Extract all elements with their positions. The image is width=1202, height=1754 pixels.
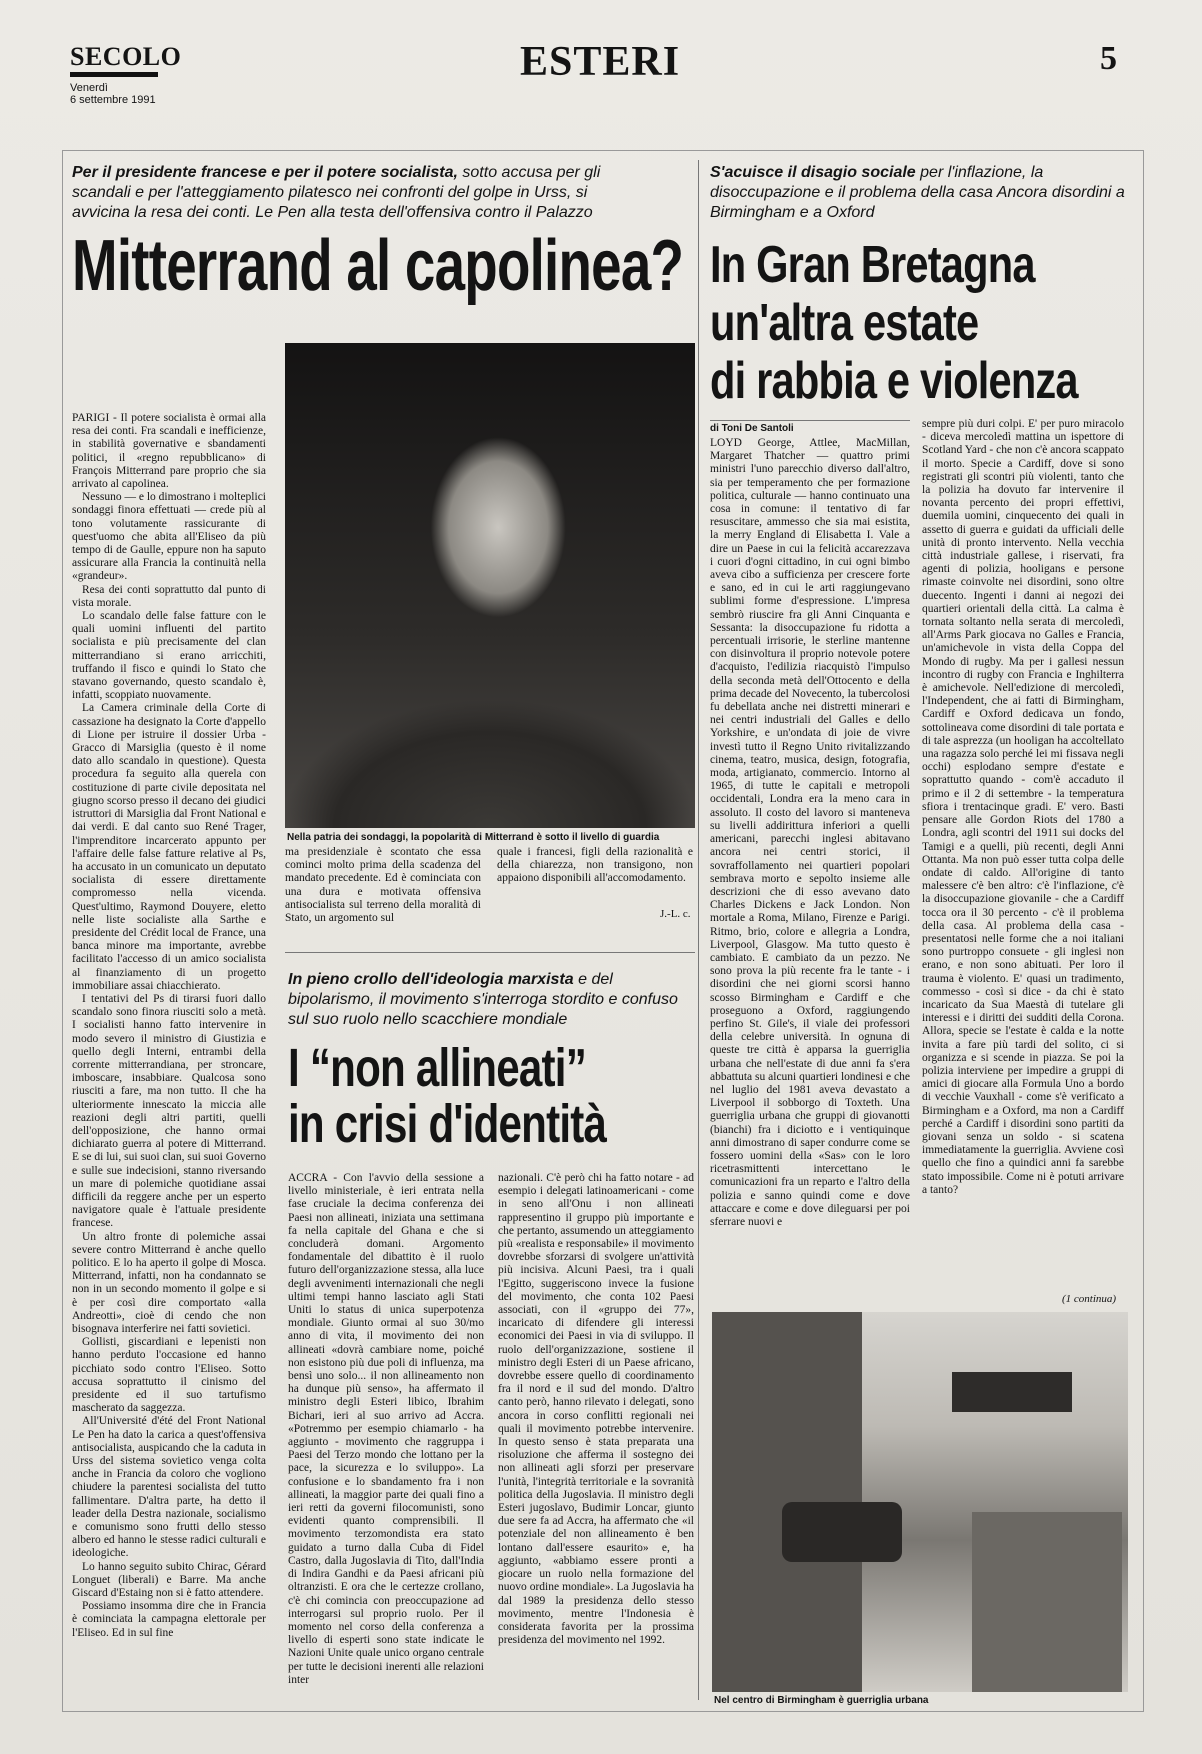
lead-kicker-bold: Per il presidente francese e per il potere socialista, bbox=[72, 164, 458, 181]
uk-kicker-bold: S'acuisce il disagio sociale bbox=[710, 164, 916, 181]
uk-photo-caption: Nel centro di Birmingham è guerriglia urbana bbox=[714, 1695, 929, 1706]
section-title: ESTERI bbox=[520, 39, 681, 85]
second-kicker-bold: In pieno crollo dell'ideologia marxista bbox=[288, 971, 574, 988]
column-divider bbox=[698, 160, 699, 1700]
lead-paragraph: Resa dei conti soprattutto dal punto di vista morale. bbox=[72, 583, 266, 609]
lead-paragraph: La Camera criminale della Corte di cassazione ha designato la Corte d'appello di Lione per istruire il dossier Urba - Gracco di Marsiglia (questo è il nome dato allo scandalo in questione). Questa procedura fa seguito alla querela con costituzione di parte civile depositata nel giugno scorso presso il decano dei giudici istruttori di Marsiglia dal Front National e dai verdi. E dal canto suo René Trager, l'imprenditore incarcerato appunto per l'affaire delle false fatture relative al Ps, ha accusato in un comunicato un deputato socialista di essere direttamente compromesso nella vicenda. Quest'ultimo, Raymond Douyere, eletto nelle liste socialiste alla Sarthe e presidente del Crédit local de France, una banca minore ma importante, avrebbe facilitato l'accesso di un amico socialista al finanziamento di un progetto immobiliare assai chiacchierato. bbox=[72, 702, 266, 992]
uk-byline: di Toni De Santoli bbox=[710, 423, 794, 434]
uk-kicker-rest: per l'inflazione, la disoccupazione e il problema della casa Ancora disordini a Birmingham e a Oxford bbox=[710, 164, 1125, 221]
lead-under-photo-1: ma presidenziale è scontato che essa cominci molto prima della scadenza del mandato precedente. Ed è cominciata con una dura e motivata offensiva antisocialista sul terreno della moralità di Stato, un argomento sul bbox=[285, 846, 481, 925]
dateline bbox=[70, 82, 156, 106]
second-kicker bbox=[288, 970, 693, 1030]
lead-column-1 bbox=[72, 412, 266, 1702]
lead-photo-caption: Nella patria dei sondaggi, la popolarità di Mitterrand è sotto il livello di guardia bbox=[287, 832, 660, 843]
second-headline bbox=[288, 1040, 606, 1152]
uk-headline-line1: In Gran Bretagna bbox=[710, 236, 1035, 294]
lead-kicker-rest: sotto accusa per gli scandali e per l'atteggiamento pilatesco nei confronti del golpe in Urss, si avvicina la resa dei conti. Le Pen alla testa dell'offensiva contro il Palazzo bbox=[72, 164, 601, 221]
uk-headline-line2: un'altra estate bbox=[710, 294, 979, 352]
lead-signature: J.-L. c. bbox=[660, 908, 691, 920]
lead-headline: Mitterrand al capolinea? bbox=[72, 226, 684, 306]
uk-headline-line3: di rabbia e violenza bbox=[710, 352, 1078, 410]
lead-paragraph: I tentativi del Ps di tirarsi fuori dallo scandalo sono finora riusciti solo a metà. I socialisti hanno fatto intervenire in modo severo il ministro di Giustizia e quello degli Interni, entrambi della corrente mitterrandiana, per stroncare, imboscare, insabbiare. Qualcosa sono riusciti a fare, ma non tutto. Il che ha ulteriormente innescato la miccia alle reazioni degli altri partiti, quelli dell'opposizione, che hanno ormai dichiarato guerra al potere di Mitterrand. E se di lui, sui suoi clan, sui suoi Governo e sulle sue indecisioni, stanno riversando un mare di polemiche quotidiane assai difficili da reggere anche per un esperto navigatore quale è l'attuale presidente francese. bbox=[72, 992, 266, 1230]
logo-rule bbox=[70, 72, 158, 77]
lead-kicker bbox=[72, 163, 632, 223]
second-paragraph: nazionali. C'è però chi ha fatto notare - ad esempio i delegati latinoamericani - come in seno all'Onu i non allineati rappresentino il gruppo più importante e che pertanto, assumendo un atteggiamento più «realista e responsabile» il movimento dovrebbe sforzarsi di svolgere un'attività più incisiva. Alcuni Paesi, tra i quali l'Egitto, suggeriscono invece la fusione del movimento, che conta 102 Paesi associati, con il «gruppo dei 77», incaricato di difendere gli interessi economici dei Paesi in via di sviluppo. Il ruolo dell'organizzazione, sostiene il ministro degli Esteri di un Paese africano, dovrebbe essere quello di coordinamento fra il nord e il sud del mondo. D'altro canto però, hanno rilevato i delegati, sono ancora in corso conflitti regionali nei quali il movimento potrebbe intervenire. In questo senso è stata preparata una risoluzione che afferma il sostegno dei non allineati agli sforzi per preservare l'unità, l'integrità territoriale e la sovranità politica della Jugoslavia. Il ministro degli Esteri jugoslavo, Budimir Loncar, giunto due sere fa ad Accra, ha affermato che «il potenziale del non allineamento è ben lontano dall'essere esaurito» e, ha aggiunto, «abbiamo essere pronti a giocare un ruolo nella formazione del nuovo ordine mondiale». La Jugoslavia ha dal 1989 la presidenza dello stesso movimento, mentre l'Indonesia è considerata favorita per la prossima presidenza del movimento nel 1992. bbox=[498, 1172, 694, 1647]
second-headline-line1: I “non allineati” bbox=[288, 1038, 586, 1098]
lead-paragraph: Gollisti, giscardiani e lepenisti non hanno perduto l'occasione ed hanno picchiato sodo contro l'Eliseo. Sotto accusa soprattutto il cinismo del presidente ed il suo tartufismo mascherato da saggezza. bbox=[72, 1336, 266, 1415]
second-column-1 bbox=[288, 1172, 484, 1702]
second-headline-line2: in crisi d'identità bbox=[288, 1094, 607, 1154]
uk-kicker bbox=[710, 163, 1130, 223]
mitterrand-photo bbox=[285, 343, 695, 828]
birmingham-photo bbox=[712, 1312, 1128, 1692]
uk-paragraph: LOYD George, Attlee, MacMillan, Margaret Thatcher — quattro primi ministri l'uno parecchio diverso dall'altro, sia per temperamento che per formazione politica, culturale — hanno continuato una cosa in comune: il tentativo di far resuscitare, ammesso che sia mai esistita, la merry England di Elisabetta I. Vale a dire un Paese in cui la felicità accarezzava i cuori d'ogni cittadino, in cui ogni bimbo aveva cibo a sufficienza per crescere forte e sano, ed in cui le arti raggiungevano sublimi forme d'espressione. L'impresa sembrò riuscire fra gli Anni Cinquanta e Sessanta: la disoccupazione fu ridotta a percentuali irrisorie, le sterline mantenne con disinvoltura il proprio notevole potere d'acquisto, l'edilizia riacquistò l'impulso della seconda metà dell'Ottocento e della prima decade del Novecento, la tubercolosi fu debellata anche nei distretti minerari e nei centri industriali del Galles e dello Yorkshire, e un'ondata di joie de vivre investì tutto il Regno Unito rivitalizzando cinema, teatro, musica, design, fotografia, moda, artigianato, commercio. Intorno al 1965, di tutte le capitali e metropoli occidentali, Londra era la meno cara in assoluto. Il costo del lavoro si manteneva su livelli addirittura inferiori a quelli americani, parecchi inglesi abitavano ancora nei centri storici, il sovraffollamento nei quartieri popolari sembrava morto e sepolto insieme alle descrizioni che di esso avevano dato Charles Dickens e Jack London. Non mortale a Roma, Milano, Firenze e Parigi. Ritmo, brio, colore e allegria a Londra, Liverpool, Glasgow. Ma tutto questo è cambiato. E cambiato da un pezzo. Ne sono prova la più recente fra le tante - i disordini che nei giorni scorsi hanno scosso Birmingham e Cardiff e che proseguono a Oxford, raggiungendo perfino St. Gile's, il viale dei professori della celebre università. In ognuna di queste tre città è apparsa la guerriglia urbana che nell'estate di due anni fa s'era abbattuta su alcuni quartieri londinesi e che nel luglio del 1981 aveva devastato a Liverpool il sobborgo di Toxteth. Una guerriglia urbana che gruppi di giovanotti (bianchi) fra i diciotto e i ventiquinque anni dimostrano di saper condurre come se fossero uomini della «Sas» con le loro ricetrasmittenti intercettano le comunicazioni fra un reparto e l'altro della polizia e sanno quindi come e dove attaccare e come e dove dileguarsi per poi sferrare nuovi e bbox=[710, 437, 910, 1228]
uk-column-2 bbox=[922, 418, 1124, 1288]
dateline-date: 6 settembre 1991 bbox=[70, 94, 156, 106]
lead-column-2 bbox=[285, 846, 481, 946]
lead-paragraph: Lo scandalo delle false fatture con le quali uomini influenti del partito socialista e più precisamente del clan mitterrandiano si erano arricchiti, truffando il fisco e quindi lo Stato che stavano governando, questo scandalo è, infatti, scoppiato nuovamente. bbox=[72, 610, 266, 702]
newspaper-logo: SECOLO bbox=[70, 42, 182, 71]
uk-paragraph: sempre più duri colpi. E' per puro miracolo - diceva mercoledì mattina un ispettore di Scotland Yard - che non c'è ancora scappato il morto. Specie a Cardiff, dove si sono registrati gli scontri più violenti, tanto che la polizia ha dovuto far intervenire il novanta percento dei propri effettivi, duemila uomini, cinquecento dei quali in assetto di guerra e guidati da ufficiali delle unità di pronto intervento. Nella vecchia città industriale gallese, i riservati, fra agenti di polizia, hooligans e persone rimaste coinvolte nei disordini, sono oltre duecento. Ingenti i danni ai negozi dei quartieri orientali della città. La calma è tornata soltanto nella serata di mercoledì, all'Arms Park giocava no Galles e Francia, un'amichevole in vista della Coppa del Mondo di rugby. Ma per i gallesi nessun incontro di rugby con Francia e Inghilterra è amichevole. Nell'edizione di mercoledì, l'Independent, che ai fatti di Birmingham, Cardiff e Oxford dedicava un fondo, sottolineava come disordini di tale portata e di tale asprezza (un hooligan ha accoltellato una ragazza solo perché lei mi fissava negli occhi) esplodano sempre d'estate e soprattutto quando - com'è accaduto il primo e il 2 di settembre - la temperatura sfiora i trentacinque gradi. E' vero. Basti pensare alle Gordon Riots del 1780 a Londra, agli scontri del 1911 sui docks del Tamigi e a quelli, più recenti, degli Anni Ottanta. Ma non può esser tutta colpa delle ondate di caldo. All'origine di tanto malessere c'è ben altro: c'è l'inflazione, c'è la disoccupazione giovanile - che a Cardiff tocca ora il 30 percento - c'è il problema della casa. Al problema della casa - presentatosi nelle forme che a noi italiani sono purtroppo consuete - gli inglesi non erano, e non sono abituati. Per loro il trauma è violento. E' quasi un tradimento, commesso - così si dice - da chi è stato incaricato da Sua Maestà di tutelare gli interessi e i diritti dei sudditi della Corona. Allora, specie se l'estate è calda e la notte invita a fare più tardi del solito, ci si organizza e si scende in piazza. Se poi la polizia interviene per impedire a gruppi di amici di giocare alla Formula Uno a bordo di vecchie Vauxhall - come s'è verificato a Birmingham e a Oxford, ma non a Cardiff perché a Cardiff i disordini sono partiti da giovani senza un soldo - si scatena immediatamente la guerriglia. Avviene così quello che fino a quindici anni fa sarebbe stato impossibile. Come ni è potuti arrivare a tanto? bbox=[922, 418, 1124, 1196]
page-number: 5 bbox=[1100, 40, 1117, 77]
lead-paragraph: Nessuno — e lo dimostrano i molteplici sondaggi finora effettuati — crede più al tono volutamente rassicurante di quest'uomo che abita all'Eliseo da più tempo di de Gaulle, eppure non ha saputo assicurare alla Francia la continuità nella «grandeur». bbox=[72, 491, 266, 583]
uk-column-1 bbox=[710, 437, 910, 1307]
lead-paragraph: All'Université d'été del Front National Le Pen ha dato la carica a quest'offensiva antisocialista, auspicando che la caduta in Urss del sistema sovietico venga colta anche in Francia da coloro che vogliono chiudere la parentesi socialista del tutto fallimentare. D'altra parte, ha detto il leader della Destra nazionale, socialismo e comunismo sono frutti dello stesso albero ed hanno le stesse radici culturali e ideologiche. bbox=[72, 1415, 266, 1560]
uk-headline bbox=[710, 236, 1078, 410]
second-column-2 bbox=[498, 1172, 694, 1702]
lead-under-photo-2: quale i francesi, figli della razionalità e della chiarezza, non transigono, non appaiono disponibili all'accomodamento. bbox=[497, 846, 693, 885]
second-story-rule bbox=[285, 952, 695, 953]
second-paragraph: ACCRA - Con l'avvio della sessione a livello ministeriale, è ieri entrata nella fase cruciale la decima conferenza dei Paesi non allineati, iniziata una settimana fa nella capitale del Ghana e che si concluderà domani. Argomento fondamentale del dibattito è il ruolo futuro dell'organizzazione stessa, alla luce degli avvenimenti internazionali che negli ultimi tempi hanno lasciato agli Stati Uniti lo status di unica superpotenza mondiale. Giunto ormai al suo 30/mo anno di vita, il movimento dei non allineati «dovrà cambiare nome, poiché non esistono più due poli di influenza, ma bensì uno solo... il non allineamento non ha dunque più senso», ha affermato il ministro degli Esteri libico, Ibrahim Bichari, ieri al suo arrivo ad Accra. «Potremmo per esempio chiamarlo - ha aggiunto - movimento che raggruppa i Paesi del Terzo mondo che lottano per la pace, la sicurezza e lo sviluppo». La confusione e lo sbandamento fra i non allineati, la maggior parte dei quali fino a ieri retti da governi filocomunisti, sono evidenti quanto comprensibili. Il movimento terzomondista era stato guidato a turno dalla Cuba di Fidel Castro, dalla Jugoslavia di Tito, dall'India di Indira Gandhi e da Paesi africani più oltranzisti. E ora che le certezze crollano, c'è chi comincia con preoccupazione ad interrogarsi sul proprio ruolo. Per il momento nel corso della conferenza a livello di esperti sono state indicate le Nazioni Unite quale unico organo centrale per tutte le decisioni inerenti alle relazioni inter bbox=[288, 1172, 484, 1686]
second-kicker-rest: e del bipolarismo, il movimento s'interroga stordito e confuso sul suo ruolo nello scacchiere mondiale bbox=[288, 971, 678, 1028]
dateline-day: Venerdì bbox=[70, 82, 108, 94]
lead-paragraph: Un altro fronte di polemiche assai severe contro Mitterrand è anche quello politico. E lo ha aperto il golpe di Mosca. Mitterrand, infatti, non ha condannato se non in un secondo momento il golpe e si è per così dire comportato «alla Andreotti», cioè di cendo che non bisognava interferire nei fatti sovietici. bbox=[72, 1230, 266, 1336]
lead-paragraph: PARIGI - Il potere socialista è ormai alla resa dei conti. Fra scandali e inefficienze, in stabilità governative e sbandamenti politici, il «regno repubblicano» di François Mitterrand pare proprio che sia arrivato al capolinea. bbox=[72, 412, 266, 491]
uk-continua: (1 continua) bbox=[1062, 1293, 1117, 1305]
lead-paragraph: Possiamo insomma dire che in Francia è cominciata la campagna elettorale per l'Eliseo. Ed in sul fine bbox=[72, 1600, 266, 1639]
lead-paragraph: Lo hanno seguito subito Chirac, Gérard Longuet (liberali) e Barre. Ma anche Giscard d'Estaing non si è fatto attendere. bbox=[72, 1560, 266, 1600]
byline-rule bbox=[710, 420, 910, 421]
